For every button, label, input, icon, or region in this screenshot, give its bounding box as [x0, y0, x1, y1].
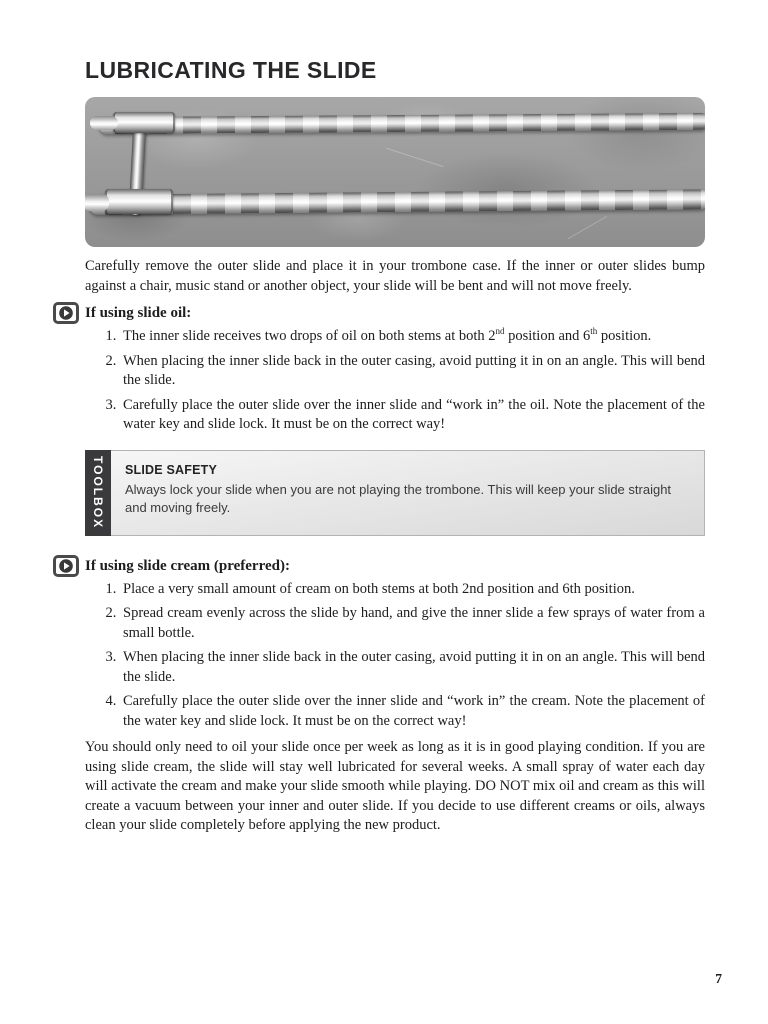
page-number: 7 [715, 971, 722, 986]
toolbox-side-bar [85, 450, 111, 536]
photo-scratch [386, 148, 443, 167]
video-play-icon [53, 302, 79, 324]
page-title: LUBRICATING THE SLIDE [85, 57, 377, 83]
slide-tube-bottom [89, 189, 705, 214]
slide-ferrule-top [113, 112, 175, 133]
oil-step-1: 1. The inner slide receives two drops of oil on both stems at both 2nd position and 6th position. [120, 327, 705, 347]
slide-endcap-top [90, 116, 118, 130]
cream-step-2: 2. Spread cream evenly across the slide by hand, and give the inner slide a few sprays of water from a small bottle. [120, 604, 705, 643]
closing-paragraph: You should only need to oil your slide once per week as long as it is in good playing condition. If you are using slide cream, the slide will stay well lubricated for several weeks. A small spray of water each day will activate the cream and make your slide smooth while playing. DO NOT mix oil and cream as this will create a vacuum between your inner and outer slide. If you decide to use different creams or oils, always clean your slide completely before applying the new product. [85, 739, 705, 833]
toolbox-body: Always lock your slide when you are not playing the trombone. This will keep your slide straight and moving freely. [125, 481, 672, 515]
toolbox-box [111, 450, 705, 536]
toolbox-callout [85, 450, 705, 536]
photo-scratch [568, 216, 607, 239]
oil-steps-list [85, 327, 705, 435]
oil-heading-label: If using slide oil: [85, 305, 192, 321]
intro-paragraph: Carefully remove the outer slide and place it in your trombone case. If the inner or outer slides bump against a chair, music stand or another object, your slide will be bent and will not move freely. [85, 258, 705, 294]
oil-step-2: 2. When placing the inner slide back in the outer casing, avoid putting it in on an angle. This will bend the slide. [120, 352, 705, 391]
toolbox-label: TOOLBOX [91, 455, 105, 530]
video-play-icon [53, 555, 79, 577]
cream-step-3: 3. When placing the inner slide back in the outer casing, avoid putting it in on an angle. This will bend the slide. [120, 648, 705, 687]
cream-heading-label: If using slide cream (preferred): [85, 557, 290, 574]
cream-step-4: 4. Carefully place the outer slide over the inner slide and “work in” the cream. Note the placement of the water key and slide lock. It must be on the correct way! [120, 692, 705, 731]
slide-endcap-bottom [85, 194, 109, 211]
slide-tube-top [99, 113, 705, 134]
slide-photo [85, 97, 705, 247]
oil-section-heading [85, 304, 705, 323]
oil-step-3: 3. Carefully place the outer slide over the inner slide and “work in” the oil. Note the placement of the water key and slide lock. It must be on the correct way! [120, 396, 705, 435]
cream-section-heading [85, 557, 705, 576]
cream-steps-list [85, 580, 705, 732]
slide-ferrule-bottom [105, 189, 173, 214]
page-content [85, 56, 705, 836]
cream-step-1: 1. Place a very small amount of cream on both stems at both 2nd position and 6th position. [120, 580, 705, 600]
toolbox-heading: SLIDE SAFETY [125, 462, 217, 477]
